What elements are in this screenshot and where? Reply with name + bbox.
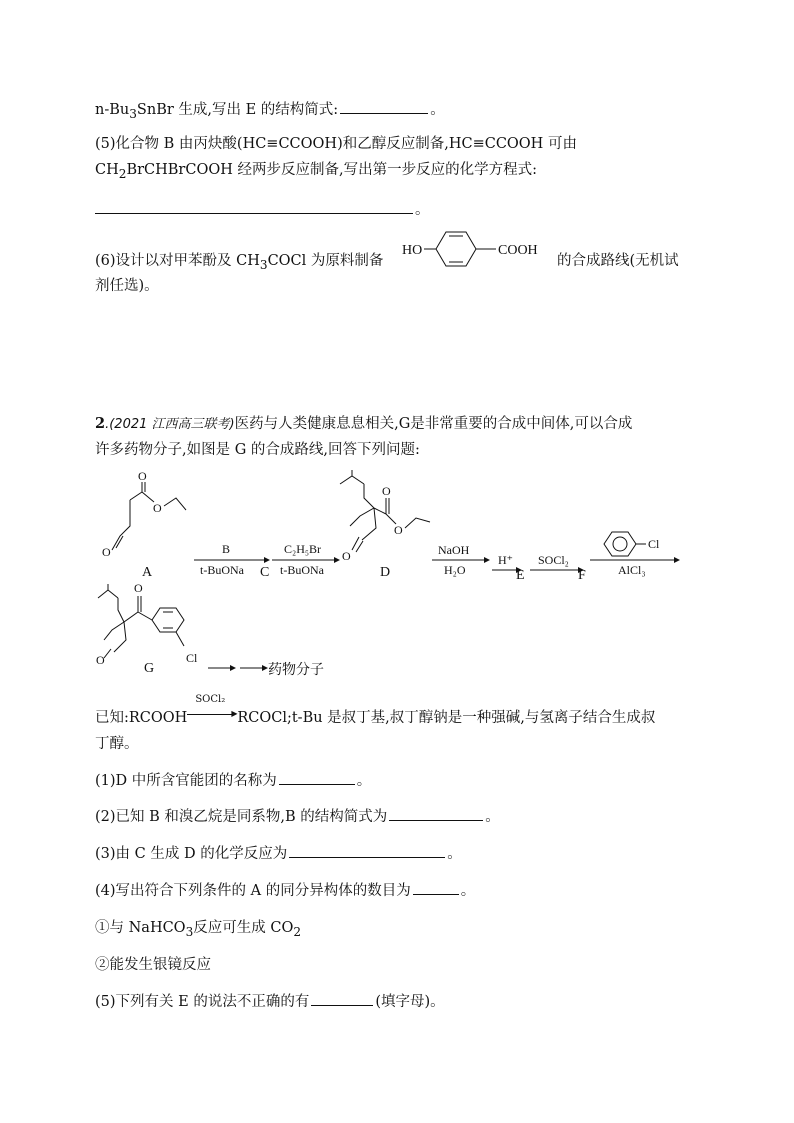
answer-blank[interactable] [340,97,428,114]
subscript: 3 [129,106,137,121]
q2-condition-1 [95,914,705,946]
reagent-naoh: NaOH [438,543,470,557]
svg-text:O: O [153,501,162,515]
text: 。 [356,773,372,789]
text: 医药与人类健康息息相关,G是非常重要的合成中间体,可以合成 [234,416,633,432]
q1-part6-tail: 的合成路线(无机试 [557,253,679,269]
reagent-h2o: H₂O [444,563,466,577]
label-f: F [578,568,586,583]
text: 。 [415,202,430,218]
synthesis-route-scheme [90,470,700,685]
subscript: 3 [259,257,268,272]
reagent-alcl3: AlCl₃ [618,563,646,577]
q2-item-5 [95,988,705,1016]
q2-known-line1 [95,694,705,732]
text: ①与 NaHCO [95,920,186,936]
label-e: E [516,568,525,583]
q2-intro-line1 [95,410,705,439]
text: (3)由 C 生成 D 的化学反应为 [95,846,288,862]
text: (1)D 中所含官能团的名称为 [95,773,277,789]
q2-known-line2: 丁醇。 [95,736,139,752]
subscript: 3 [185,924,194,939]
q2-item-2 [95,803,705,831]
socl2-arrow: SOCl₂ ▶ [187,708,237,722]
answer-blank[interactable] [279,768,355,785]
text: 。 [485,809,500,825]
q1-part6-line2: 剂任选)。 [95,278,159,294]
text: (5)下列有关 E 的说法不正确的有 [95,994,310,1010]
answer-blank[interactable] [95,197,413,214]
svg-text:O: O [102,545,111,559]
answer-blank[interactable] [289,841,445,858]
drug-molecule-label: 药物分子 [268,662,324,678]
svg-text:O: O [138,470,147,483]
svg-text:O: O [96,653,105,667]
subscript: 2 [118,166,127,181]
question-number: 2 [95,415,106,432]
ho-label: HO [402,243,423,258]
svg-text:O: O [382,484,391,498]
text: 。 [430,102,445,118]
reagent-tbuona-1: t-BuONa [200,563,244,577]
compound-d-structure [340,470,430,580]
svg-text:O: O [342,549,351,563]
g-chloro-label: Cl [186,651,198,665]
q1-line-e-structure [95,96,705,128]
label-d: D [380,565,391,580]
q2-condition-2: ②能发生银镜反应 [95,957,211,973]
svg-text:O: O [134,581,143,595]
text: SnBr 生成,写出 E 的结构简式: [136,102,339,118]
svg-text:O: O [394,523,403,537]
text: RCOCl;t-Bu 是叔丁基,叔丁醇钠是一种强碱,与氢离子结合生成叔 [237,710,656,726]
text: BrCHBrCOOH 经两步反应制备,写出第一步反应的化学方程式: [126,162,537,178]
text: 。 [460,883,476,899]
text: 已知:RCOOH [95,710,188,726]
text: (2)已知 B 和溴乙烷是同系物,B 的结构简式为 [95,809,388,825]
answer-blank[interactable] [413,878,459,895]
text: n-Bu [95,102,130,118]
text: (填字母)。 [375,994,445,1010]
label-g: G [144,661,155,676]
question-source: .(2021 江西高三联考) [105,417,235,432]
text: (6)设计以对甲苯酚及 CH [95,253,260,269]
q1-part5-line1: (5)化合物 B 由丙炔酸(HC≡CCOOH)和乙醇反应制备,HC≡CCOOH 可由 [95,136,577,152]
answer-blank[interactable] [389,804,483,821]
answer-blank[interactable] [311,989,373,1006]
label-a: A [142,565,153,580]
text: COCl 为原料制备 [267,253,384,269]
label-c: C [260,565,270,580]
compound-g-structure [96,581,198,676]
q2-intro-line2: 许多药物分子,如图是 G 的合成路线,回答下列问题: [95,442,420,458]
chlorobenzene-structure [604,532,660,556]
hydroxybenzoic-acid-structure [400,226,558,276]
q1-part5-answer-line [95,196,705,224]
text: CH [95,162,119,178]
text: 。 [447,846,462,862]
text: 反应可生成 CO [193,920,294,936]
q1-part5-line2 [95,156,705,188]
text: (4)写出符合下列条件的 A 的同分异构体的数目为 [95,883,411,899]
q2-item-1 [95,767,705,795]
reagent-socl2: SOCl₂ [538,553,569,567]
compound-a-structure [102,470,186,580]
cooh-label: COOH [498,243,538,258]
chloro-label: Cl [648,537,660,551]
q2-item-4 [95,877,705,905]
reagent-tbuona-2: t-BuONa [280,563,324,577]
reagent-h-plus: H⁺ [498,553,513,567]
reagent-c2h5br: C₂H₅Br [284,542,322,556]
q2-item-3 [95,840,705,868]
subscript: 2 [293,924,302,939]
arrow-reagent: SOCl₂ [195,694,226,705]
reagent-b: B [222,542,231,556]
